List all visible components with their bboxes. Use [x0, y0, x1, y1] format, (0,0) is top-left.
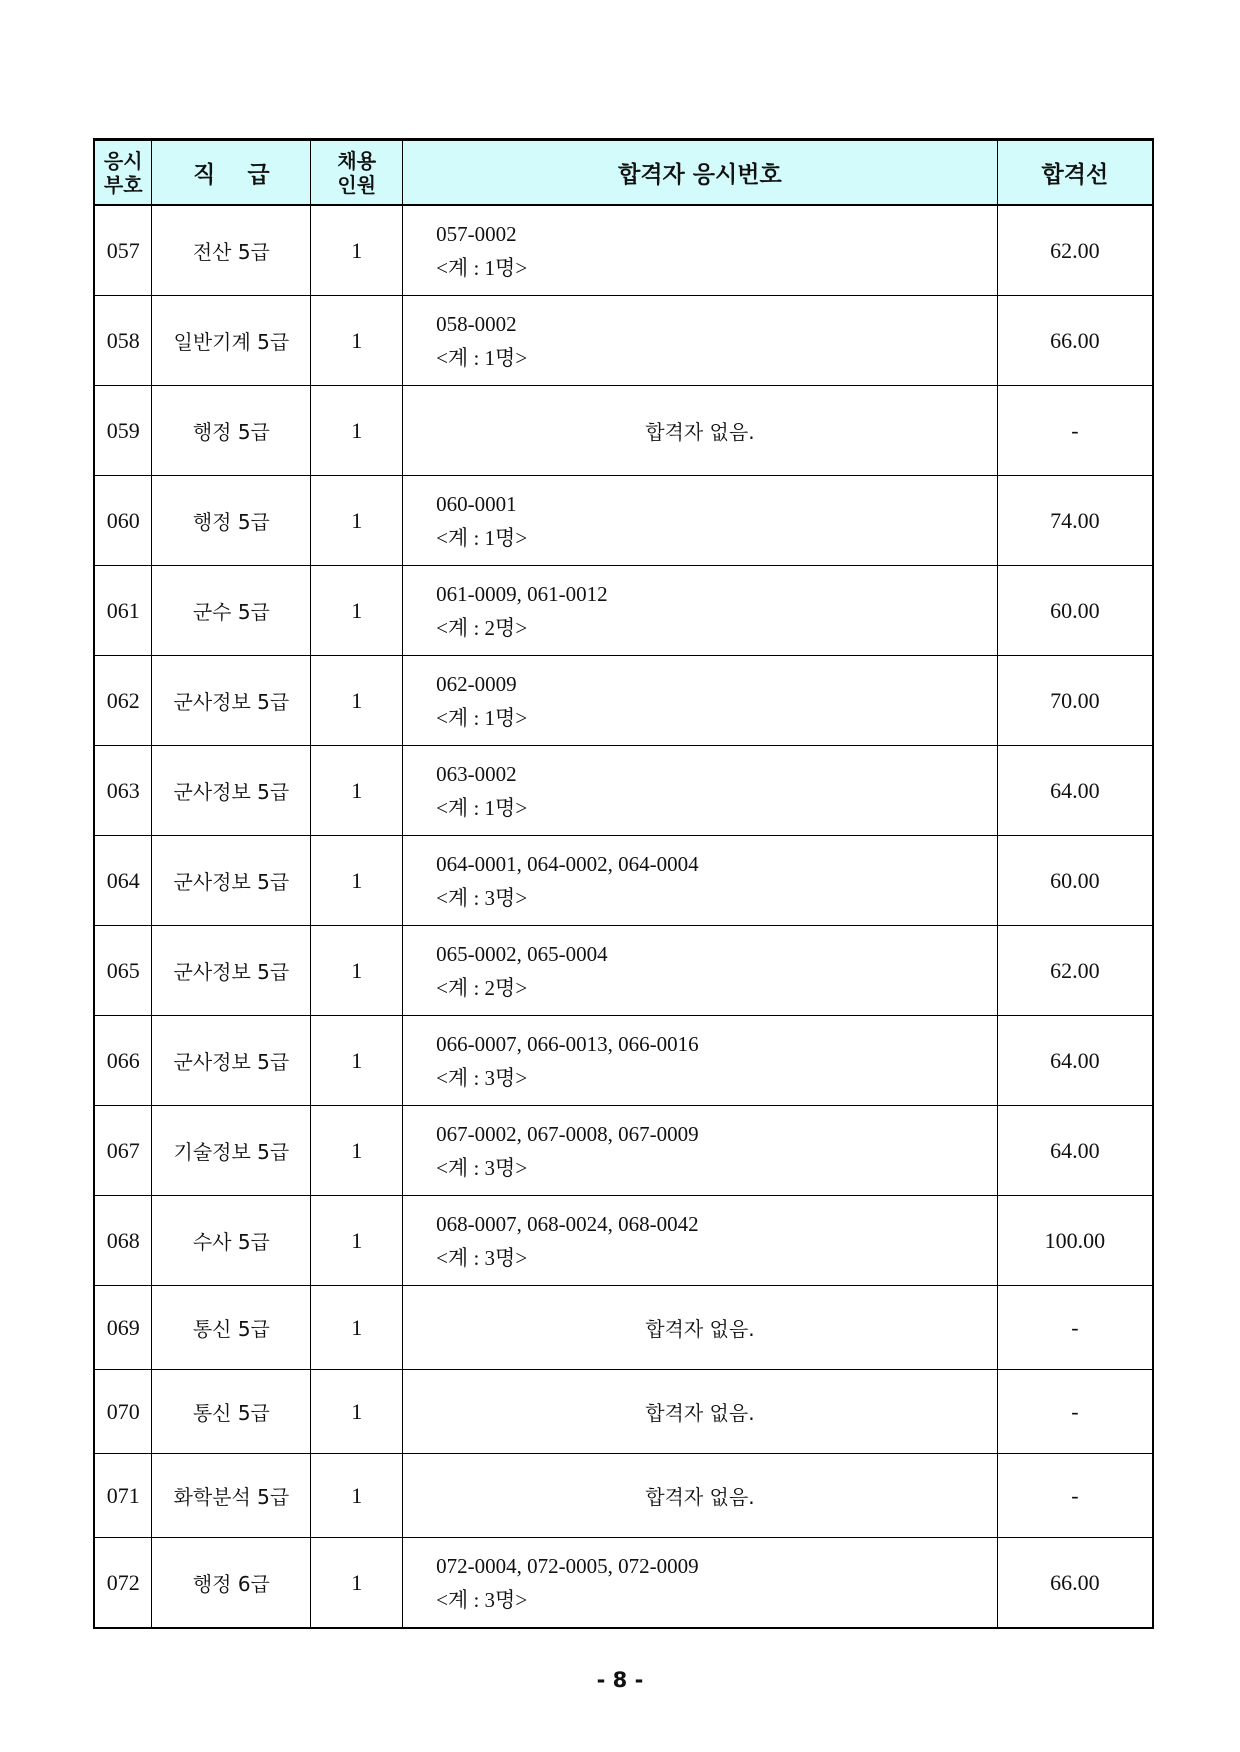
hire-count: 1 [311, 566, 403, 656]
job-title: 군사정보 5급 [152, 656, 311, 746]
cutoff-score: 60.00 [997, 566, 1153, 656]
job-title: 화학분석 5급 [152, 1454, 311, 1538]
pass-number-list: 063-0002 [436, 761, 517, 786]
table-row [94, 1454, 1153, 1538]
table-row [94, 926, 1153, 1016]
exam-code: 068 [94, 1196, 152, 1286]
cutoff-score: 66.00 [997, 1538, 1153, 1629]
exam-code: 069 [94, 1286, 152, 1370]
pass-total: <계 : 1명> [436, 525, 528, 550]
pass-numbers [403, 1196, 998, 1286]
job-title: 전산 5급 [152, 205, 311, 296]
pass-numbers [403, 476, 998, 566]
exam-code: 066 [94, 1016, 152, 1106]
hire-count: 1 [311, 1454, 403, 1538]
job-title: 군사정보 5급 [152, 836, 311, 926]
pass-number-list: 061-0009, 061-0012 [436, 581, 608, 606]
pass-total: <계 : 1명> [436, 345, 528, 370]
job-title: 통신 5급 [152, 1286, 311, 1370]
pass-total: <계 : 2명> [436, 615, 528, 640]
cutoff-score: - [997, 386, 1153, 476]
hire-count: 1 [311, 1286, 403, 1370]
no-pass-text: 합격자 없음. [403, 1286, 998, 1370]
exam-code: 063 [94, 746, 152, 836]
pass-total: <계 : 3명> [436, 1065, 528, 1090]
table-row [94, 205, 1153, 296]
pass-numbers [403, 296, 998, 386]
pass-number-list: 066-0007, 066-0013, 066-0016 [436, 1031, 699, 1056]
table-row [94, 476, 1153, 566]
header-count-line1: 채용 [337, 148, 377, 173]
cutoff-score: 66.00 [997, 296, 1153, 386]
cutoff-score: 62.00 [997, 926, 1153, 1016]
pass-total: <계 : 3명> [436, 1155, 528, 1180]
hire-count: 1 [311, 926, 403, 1016]
exam-code: 059 [94, 386, 152, 476]
cutoff-score: - [997, 1454, 1153, 1538]
header-code [94, 140, 152, 206]
exam-code: 067 [94, 1106, 152, 1196]
hire-count: 1 [311, 1538, 403, 1629]
header-numbers: 합격자 응시번호 [403, 140, 998, 206]
pass-numbers [403, 1106, 998, 1196]
job-title: 군사정보 5급 [152, 1016, 311, 1106]
exam-code: 071 [94, 1454, 152, 1538]
pass-number-list: 068-0007, 068-0024, 068-0042 [436, 1211, 699, 1236]
job-title: 일반기계 5급 [152, 296, 311, 386]
cutoff-score: 60.00 [997, 836, 1153, 926]
header-row [94, 140, 1153, 206]
exam-code: 064 [94, 836, 152, 926]
exam-code: 072 [94, 1538, 152, 1629]
hire-count: 1 [311, 296, 403, 386]
table-row [94, 386, 1153, 476]
pass-numbers [403, 926, 998, 1016]
hire-count: 1 [311, 746, 403, 836]
cutoff-score: - [997, 1286, 1153, 1370]
pass-number-list: 058-0002 [436, 311, 517, 336]
pass-total: <계 : 1명> [436, 795, 528, 820]
pass-number-list: 065-0002, 065-0004 [436, 941, 608, 966]
exam-code: 062 [94, 656, 152, 746]
cutoff-score: 74.00 [997, 476, 1153, 566]
hire-count: 1 [311, 836, 403, 926]
pass-numbers [403, 836, 998, 926]
header-code-line1: 응시 [103, 148, 143, 173]
cutoff-score: 64.00 [997, 1016, 1153, 1106]
table-row [94, 1538, 1153, 1629]
job-title: 통신 5급 [152, 1370, 311, 1454]
pass-numbers [403, 656, 998, 746]
pass-number-list: 064-0001, 064-0002, 064-0004 [436, 851, 699, 876]
pass-numbers [403, 566, 998, 656]
cutoff-score: 62.00 [997, 205, 1153, 296]
pass-total: <계 : 3명> [436, 1587, 528, 1612]
header-code-line2: 부호 [103, 172, 143, 197]
header-cutoff: 합격선 [997, 140, 1153, 206]
hire-count: 1 [311, 656, 403, 746]
cutoff-score: 70.00 [997, 656, 1153, 746]
table-row [94, 746, 1153, 836]
results-table [93, 138, 1154, 1629]
pass-total: <계 : 1명> [436, 705, 528, 730]
pass-numbers [403, 746, 998, 836]
exam-code: 061 [94, 566, 152, 656]
pass-total: <계 : 1명> [436, 255, 528, 280]
job-title: 행정 5급 [152, 476, 311, 566]
table-row [94, 836, 1153, 926]
hire-count: 1 [311, 386, 403, 476]
table-row [94, 1196, 1153, 1286]
header-count-line2: 인원 [337, 172, 377, 197]
table-row [94, 1106, 1153, 1196]
exam-code: 060 [94, 476, 152, 566]
job-title: 행정 6급 [152, 1538, 311, 1629]
job-title: 군수 5급 [152, 566, 311, 656]
job-title: 기술정보 5급 [152, 1106, 311, 1196]
job-title: 수사 5급 [152, 1196, 311, 1286]
cutoff-score: 64.00 [997, 1106, 1153, 1196]
pass-number-list: 060-0001 [436, 491, 517, 516]
job-title: 군사정보 5급 [152, 926, 311, 1016]
pass-number-list: 062-0009 [436, 671, 517, 696]
header-count [311, 140, 403, 206]
hire-count: 1 [311, 1370, 403, 1454]
hire-count: 1 [311, 1016, 403, 1106]
table-row [94, 656, 1153, 746]
pass-total: <계 : 3명> [436, 885, 528, 910]
exam-code: 070 [94, 1370, 152, 1454]
table-row [94, 1286, 1153, 1370]
pass-numbers [403, 1016, 998, 1106]
hire-count: 1 [311, 476, 403, 566]
exam-code: 065 [94, 926, 152, 1016]
pass-number-list: 072-0004, 072-0005, 072-0009 [436, 1553, 699, 1578]
exam-code: 057 [94, 205, 152, 296]
table-row [94, 1370, 1153, 1454]
pass-number-list: 067-0002, 067-0008, 067-0009 [436, 1121, 699, 1146]
cutoff-score: 64.00 [997, 746, 1153, 836]
pass-total: <계 : 2명> [436, 975, 528, 1000]
pass-total: <계 : 3명> [436, 1245, 528, 1270]
cutoff-score: - [997, 1370, 1153, 1454]
page-number: - 8 - [596, 1668, 644, 1692]
no-pass-text: 합격자 없음. [403, 386, 998, 476]
job-title: 행정 5급 [152, 386, 311, 476]
pass-numbers [403, 1538, 998, 1629]
pass-number-list: 057-0002 [436, 221, 517, 246]
hire-count: 1 [311, 1196, 403, 1286]
hire-count: 1 [311, 1106, 403, 1196]
header-title: 직 급 [152, 140, 311, 206]
hire-count: 1 [311, 205, 403, 296]
no-pass-text: 합격자 없음. [403, 1454, 998, 1538]
table-row [94, 1016, 1153, 1106]
cutoff-score: 100.00 [997, 1196, 1153, 1286]
exam-code: 058 [94, 296, 152, 386]
table-row [94, 566, 1153, 656]
job-title: 군사정보 5급 [152, 746, 311, 836]
table-row [94, 296, 1153, 386]
no-pass-text: 합격자 없음. [403, 1370, 998, 1454]
pass-numbers [403, 205, 998, 296]
